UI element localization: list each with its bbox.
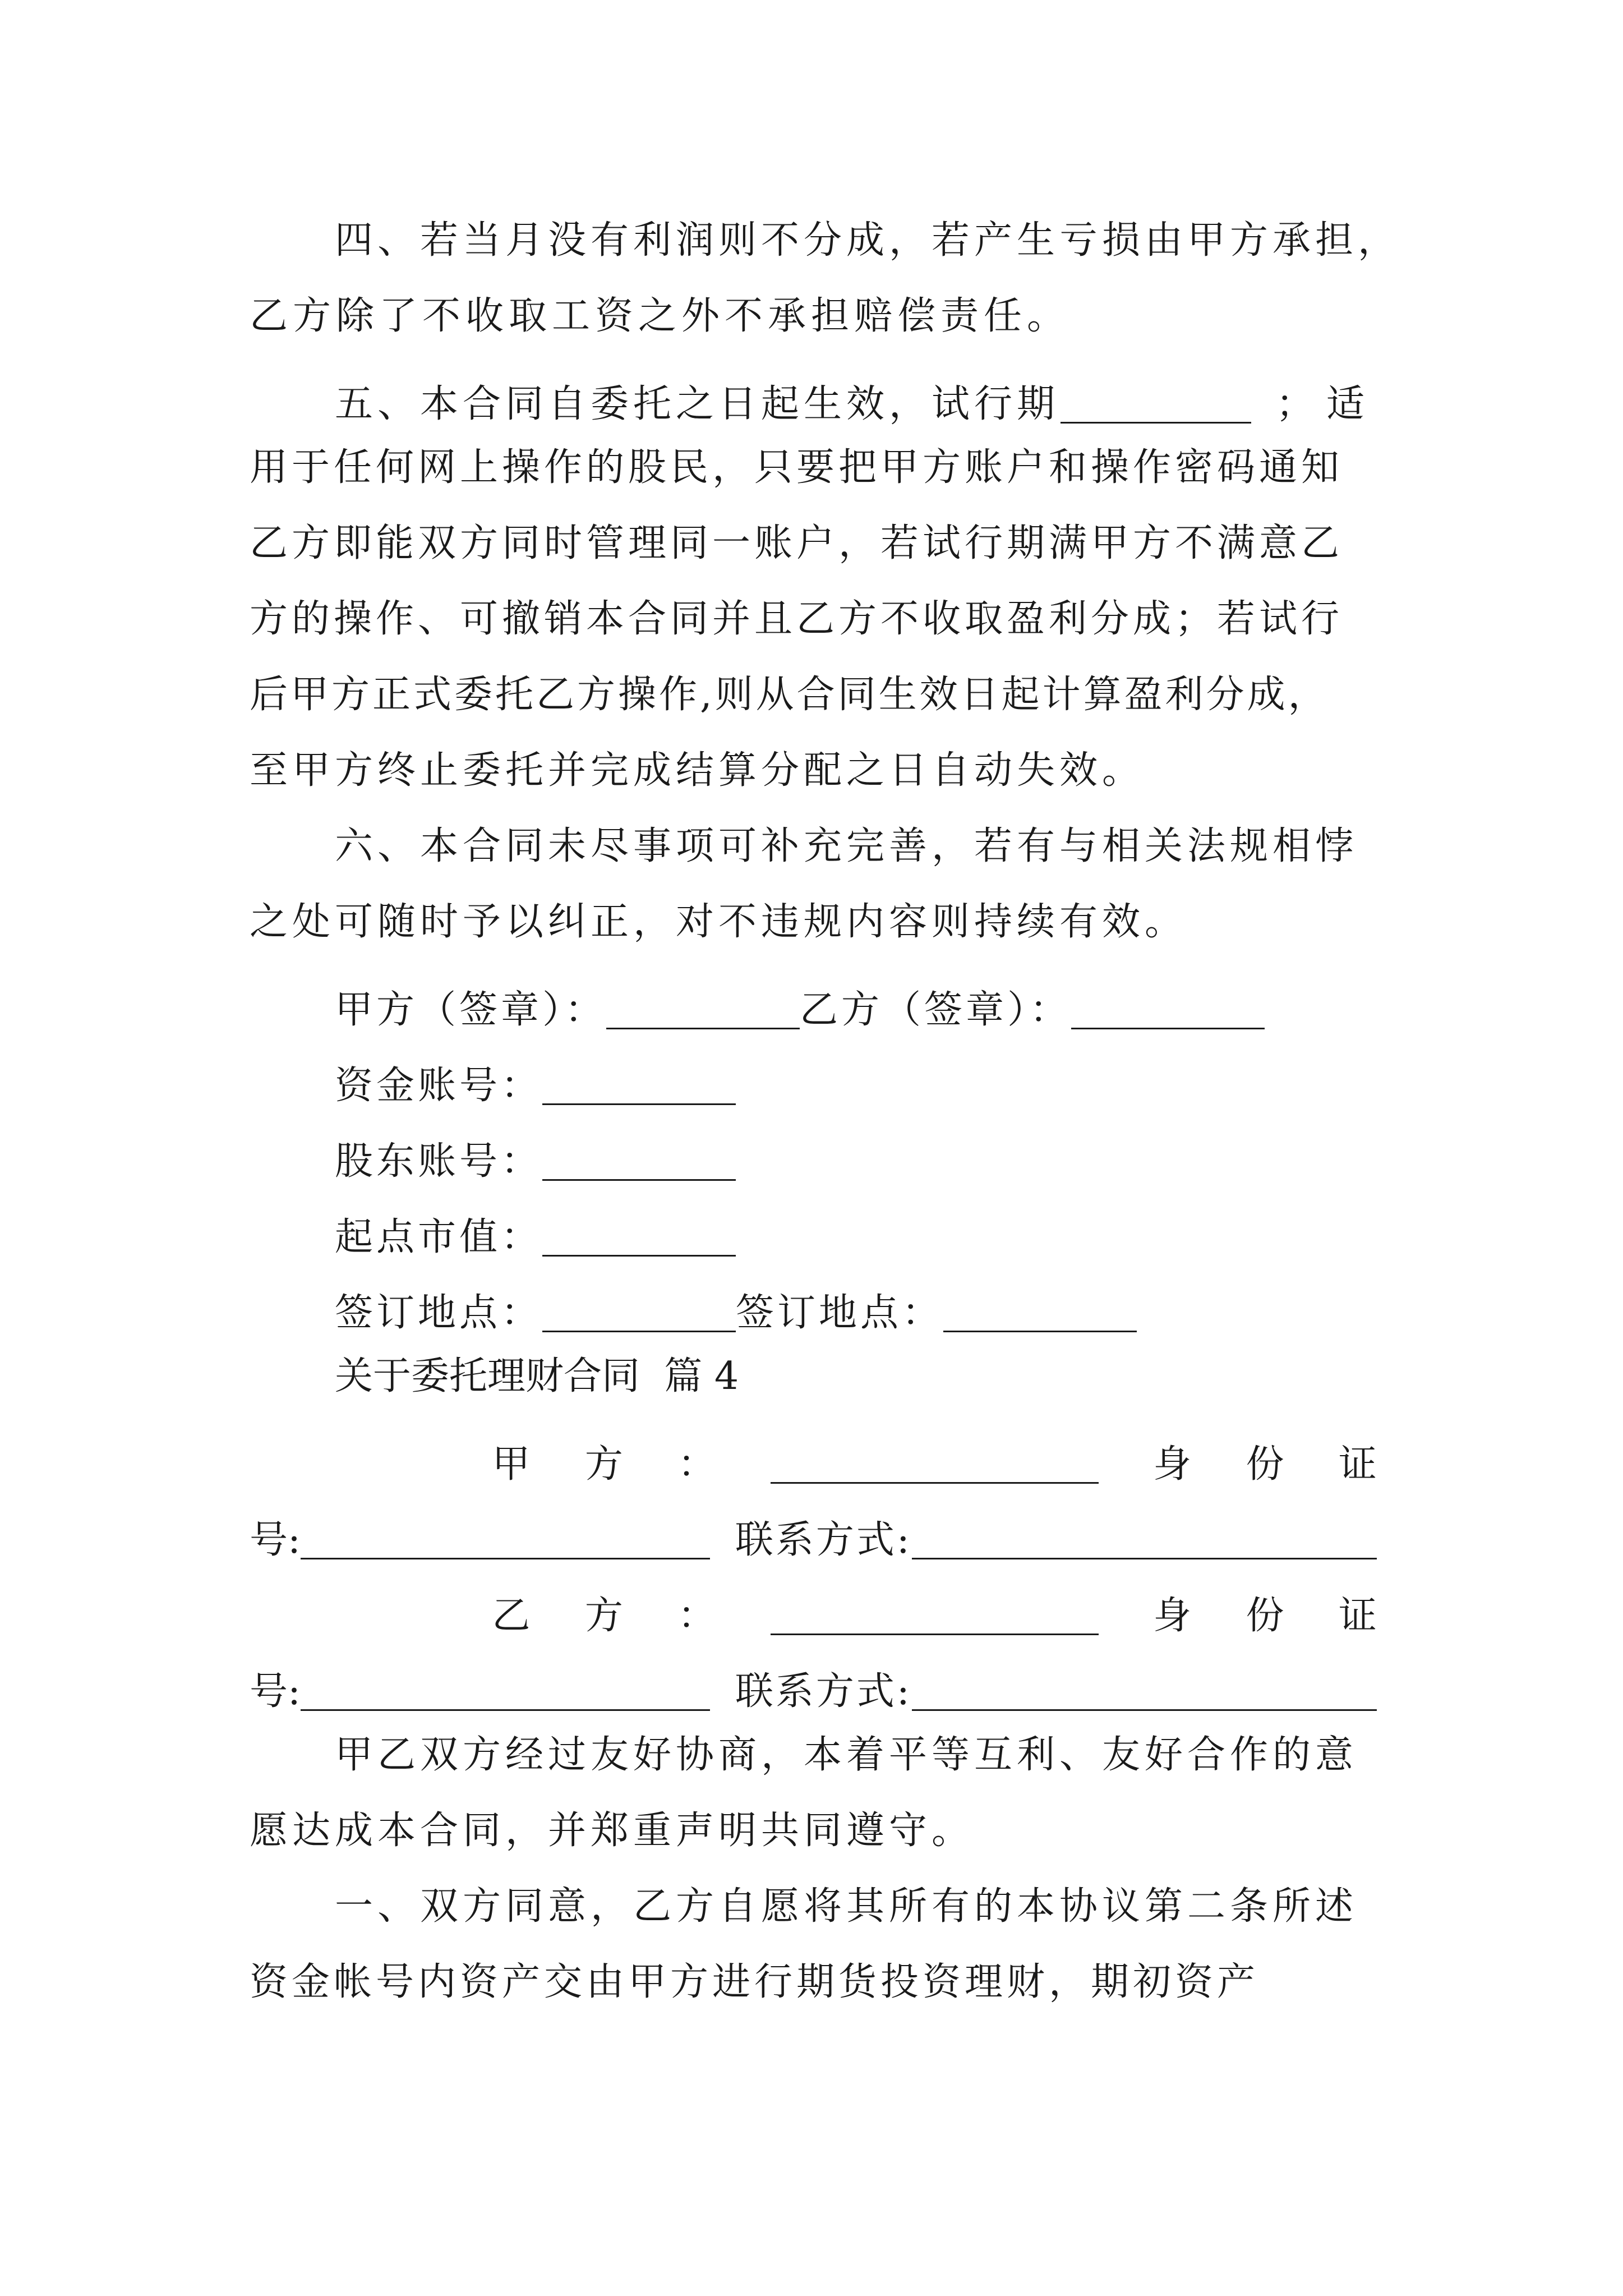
party-b-contact-blank	[912, 1676, 1377, 1711]
shareholder-account-blank	[542, 1145, 736, 1181]
para5-line4: 方的操作、可撤销本合同并且乙方不收取盈利分成；若试行	[250, 597, 1344, 641]
start-value-blank	[542, 1221, 736, 1257]
trial-period-blank	[1061, 388, 1251, 424]
intro-line2: 愿达成本合同，并郑重声明共同遵守。	[250, 1809, 975, 1853]
party-a-label-1: 甲	[492, 1442, 531, 1487]
sign-place-label-2: 签订地点：	[736, 1291, 944, 1335]
para4-line2: 乙方除了不收取工资之外不承担赔偿责任。	[250, 294, 1071, 338]
clause1-line1: 一、双方同意，乙方自愿将其所有的本协议第二条所述	[335, 1884, 1358, 1929]
para5-line1	[335, 373, 1377, 424]
para6-line2: 之处可随时予以纠正，对不违规内容则持续有效。	[250, 900, 1188, 944]
party-b-sign-label: 乙方（签章）：	[800, 988, 1072, 1032]
party-a-id-1: 身	[1153, 1442, 1192, 1487]
party-a-hao: 号:	[250, 1518, 301, 1562]
party-b-id-blank	[301, 1676, 710, 1711]
party-b-sign-blank	[1071, 994, 1265, 1029]
fund-account-label: 资金账号：	[335, 1064, 543, 1108]
party-b-colon: ：	[677, 1594, 716, 1638]
party-b-name-blank	[771, 1600, 1099, 1635]
shareholder-account-row	[335, 1130, 736, 1184]
party-b-id-1: 身	[1153, 1594, 1192, 1638]
party-a-row	[250, 1433, 1377, 1487]
fund-account-blank	[542, 1070, 736, 1105]
party-b-label-2: 方	[584, 1594, 623, 1638]
sign-place-blank-2	[943, 1297, 1137, 1332]
party-b-id-3: 证	[1338, 1594, 1377, 1638]
start-value-label: 起点市值：	[335, 1215, 543, 1259]
party-b-id-2: 份	[1246, 1594, 1284, 1638]
party-a-colon: ：	[677, 1442, 716, 1487]
shareholder-account-label: 股东账号：	[335, 1139, 543, 1184]
intro-line1: 甲乙双方经过友好协商，本着平等互利、友好合作的意	[335, 1733, 1358, 1777]
party-a-id-blank	[301, 1524, 710, 1559]
signature-row	[335, 979, 1265, 1032]
para6-line1: 六、本合同未尽事项可补充完善，若有与相关法规相悖	[335, 824, 1358, 868]
para5-line3: 乙方即能双方同时管理同一账户，若试行期满甲方不满意乙	[250, 521, 1344, 565]
party-b-label-1: 乙	[492, 1594, 531, 1638]
party-a-contact-blank	[912, 1524, 1377, 1559]
party-a-sign-blank	[606, 994, 800, 1029]
para5-line5: 后甲方正式委托乙方操作,则从合同生效日起计算盈利分成，	[250, 673, 1329, 717]
party-a-id-3: 证	[1338, 1442, 1377, 1487]
party-a-name-blank	[771, 1448, 1099, 1484]
document-page	[250, 202, 1401, 2109]
fund-account-row	[335, 1055, 736, 1108]
sign-place-label-1: 签订地点：	[335, 1291, 543, 1335]
party-a-sign-label: 甲方（签章）：	[335, 988, 607, 1032]
sign-place-row	[335, 1282, 1137, 1335]
para4-line1: 四、若当月没有利润则不分成，若产生亏损由甲方承担，	[335, 218, 1401, 263]
party-a-contact-label: 联系方式:	[735, 1518, 912, 1562]
party-b-contact-label: 联系方式:	[735, 1669, 912, 1714]
sign-place-blank-1	[542, 1297, 736, 1332]
party-a-row2	[250, 1509, 1377, 1562]
party-b-row	[250, 1585, 1377, 1638]
party-b-hao: 号:	[250, 1669, 301, 1714]
para5-line6: 至甲方终止委托并完成结算分配之日自动失效。	[250, 748, 1145, 793]
section-title: 关于委托理财合同 篇 4	[335, 1354, 739, 1398]
party-b-row2	[250, 1660, 1377, 1714]
party-a-label-2: 方	[584, 1442, 623, 1487]
start-value-row	[335, 1206, 736, 1257]
clause1-line2: 资金帐号内资产交由甲方进行期货投资理财，期初资产	[250, 1960, 1260, 2004]
para5-line1-text: 五、本合同自委托之日起生效，试行期	[335, 382, 1060, 426]
party-a-id-2: 份	[1246, 1442, 1284, 1487]
para5-line1-tail: ；适	[1275, 382, 1377, 426]
para5-line2: 用于任何网上操作的股民，只要把甲方账户和操作密码通知	[250, 445, 1344, 490]
